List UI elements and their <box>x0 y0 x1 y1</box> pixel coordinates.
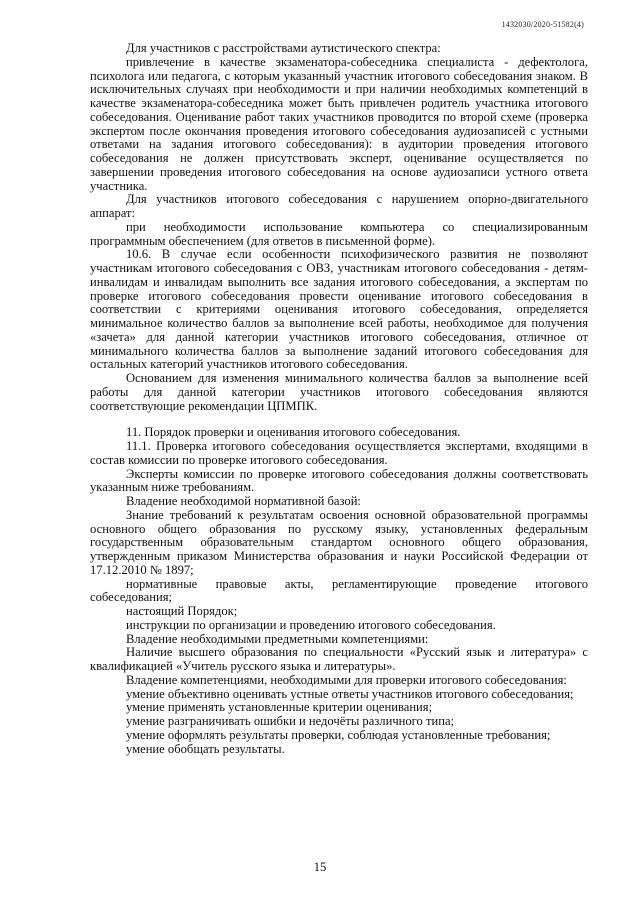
paragraph: Для участников с расстройствами аутистического спектра: <box>126 41 441 55</box>
paragraph: при необходимости использование компьютера со специализированным программным обеспечением (для ответов в письменной форме). <box>90 219 588 248</box>
paragraph: инструкции по организации и проведению итогового собеседования. <box>126 617 496 632</box>
paragraph: Основанием для изменения минимального количества баллов за выполнение всей работы для данной категории участников итогового собеседования являются соответствующие рекомендации ЦПМПК. <box>90 371 588 413</box>
paragraph: Владение необходимыми предметными компетенциями: <box>126 631 429 646</box>
paragraph: 10.6. В случае если особенности психофизического развития не позволяют участникам итогового собеседования с ОВЗ, участникам итогового собеседования - детям-инвалидам и инвалидам выполнить все задания итогового собеседования, а экспертам по проверке итогового собеседования провести оценивание итогового собеседования в соответствии с критериями оценивания итогового собеседования, определяется минимальное количество баллов за выполнение всей работы, необходимое для получения «зачета» для данной категории участников итогового собеседования, отличное от минимального количества баллов за выполнение заданий итогового собеседования для остальных категорий участников итогового собеседования. <box>90 247 588 372</box>
paragraph: умение оформлять результаты проверки, соблюдая установленные требования; <box>126 727 551 742</box>
body-text <box>90 42 588 756</box>
paragraph: умение обобщать результаты. <box>126 741 285 756</box>
paragraph: умение применять установленные критерии оценивания; <box>126 700 433 715</box>
document-id: 1432030/2020-51582(4) <box>501 20 584 29</box>
paragraph: Владение необходимой нормативной базой: <box>126 494 361 508</box>
paragraph: Владение компетенциями, необходимыми для проверки итогового собеседования: <box>126 672 567 687</box>
paragraph: нормативные правовые акты, регламентирующие проведение итогового собеседования; <box>90 576 588 605</box>
paragraph: привлечение в качестве экзаменатора-собеседника специалиста - дефектолога, психолога или педагога, с которым указанный участник итогового собеседования знаком. В исключительных случаях при необходимости и при наличии необходимых компетенций в качестве экзаменатора-собеседника может быть привлечен родитель участника итогового собеседования. Оценивание работ таких участников проводится по второй схеме (проверка экспертом после окончания проведения итогового собеседования аудиозаписей с устными ответами на задания итогового собеседования): в аудитории проведения итогового собеседования не должен присутствовать эксперт, оценивание осуществляется по завершении проведения итогового собеседования на основе аудиозаписи устного ответа участника. <box>90 54 588 193</box>
paragraph: Эксперты комиссии по проверке итогового собеседования должны соответствовать указанным ниже требованиям. <box>90 466 588 495</box>
paragraph: Наличие высшего образования по специальности «Русский язык и литература» с квалификацией «Учитель русского языка и литературы». <box>90 645 588 673</box>
paragraph: 11.1. Проверка итогового собеседования осуществляется экспертами, входящими в состав комиссии по проверке итогового собеседования. <box>90 439 588 467</box>
paragraph: Знание требований к результатам освоения основной образовательной программы основного общего образования по русскому языку, установленных федеральным государственным образовательным стандартом основного общего образования, утвержденным приказом Министерства образования и науки Российской Федерации от 17.12.2010 № 1897; <box>90 507 588 577</box>
section-heading: 11. Порядок проверки и оценивания итогового собеседования. <box>126 425 461 440</box>
page-number: 15 <box>313 860 327 874</box>
paragraph: Для участников итогового собеседования с нарушением опорно-двигательного аппарат: <box>90 192 588 220</box>
paragraph: настоящий Порядок; <box>126 604 238 618</box>
paragraph: умение разграничивать ошибки и недочёты различного типа; <box>126 714 455 728</box>
paragraph: умение объективно оценивать устные ответы участников итогового собеседования; <box>126 686 574 701</box>
